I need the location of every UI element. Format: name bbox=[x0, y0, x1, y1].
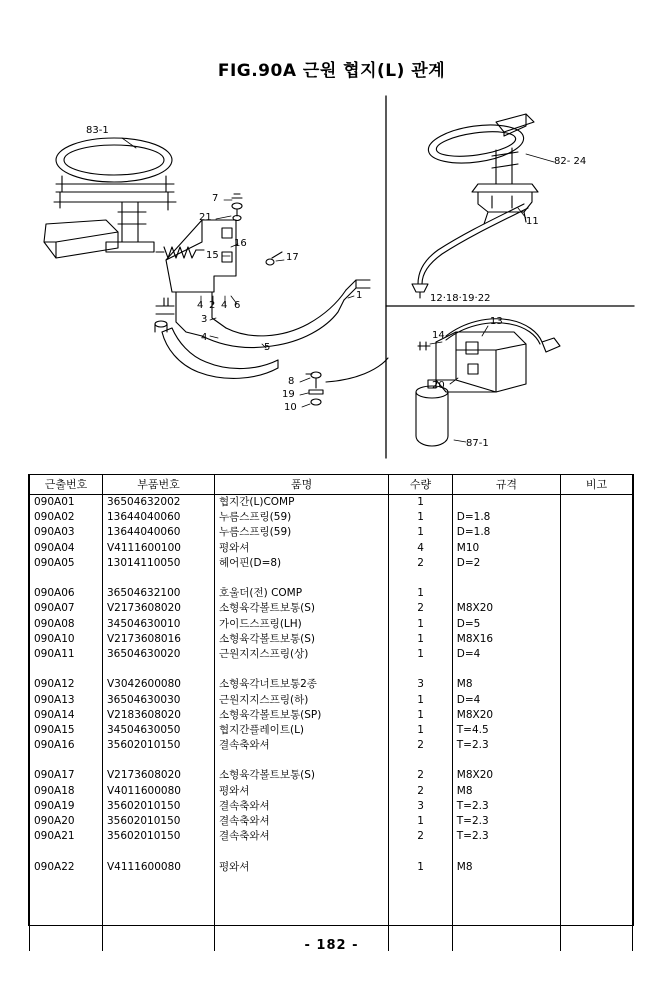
cell-part-name bbox=[214, 571, 388, 586]
cell-part-no: 35602010150 bbox=[102, 799, 214, 814]
fig-callout: 7 bbox=[212, 193, 219, 204]
cell-qty: 2 bbox=[389, 601, 452, 616]
fig-callout: 14 bbox=[432, 330, 445, 341]
cell-ref-no: 090A20 bbox=[30, 814, 103, 829]
cell-qty: 1 bbox=[389, 617, 452, 632]
cell-qty: 1 bbox=[389, 723, 452, 738]
cell-note bbox=[560, 814, 632, 829]
cell-spec: T=4.5 bbox=[452, 723, 560, 738]
table-empty-row bbox=[30, 905, 633, 920]
cell-part-name: 결속축와셔 bbox=[214, 829, 388, 844]
cell-part-name: 누름스프링(59) bbox=[214, 510, 388, 525]
cell-note bbox=[560, 677, 632, 692]
cell-ref-no: 090A19 bbox=[30, 799, 103, 814]
cell-empty bbox=[30, 920, 103, 935]
cell-part-no: 36504632100 bbox=[102, 586, 214, 601]
cell-part-name: 평와셔 bbox=[214, 784, 388, 799]
fig-callout: 8 bbox=[288, 376, 295, 387]
cell-ref-no: 090A10 bbox=[30, 632, 103, 647]
page-title: FIG.90A 근원 협지(L) 관계 bbox=[217, 61, 446, 81]
cell-qty: 1 bbox=[389, 525, 452, 540]
fig-callout: 3 bbox=[201, 314, 208, 325]
cell-part-name: 소형육각볼트보통(SP) bbox=[214, 708, 388, 723]
cell-empty bbox=[389, 875, 452, 890]
cell-spec: D=1.8 bbox=[452, 525, 560, 540]
fig-callout: 83-1 bbox=[86, 125, 109, 136]
fig-callout: 5 bbox=[264, 342, 271, 353]
cell-empty bbox=[452, 905, 560, 920]
parts-table-head bbox=[30, 475, 633, 495]
cell-spec bbox=[452, 586, 560, 601]
cell-note bbox=[560, 495, 632, 511]
parts-table bbox=[29, 475, 633, 951]
cell-part-no: V2183608020 bbox=[102, 708, 214, 723]
cell-part-no bbox=[102, 571, 214, 586]
cell-part-name: 결속축와셔 bbox=[214, 799, 388, 814]
cell-qty bbox=[389, 844, 452, 859]
table-row bbox=[30, 556, 633, 571]
cell-empty bbox=[102, 905, 214, 920]
cell-ref-no: 090A08 bbox=[30, 617, 103, 632]
cell-note bbox=[560, 799, 632, 814]
cell-qty: 4 bbox=[389, 541, 452, 556]
cell-part-name: 누름스프링(59) bbox=[214, 525, 388, 540]
cell-part-name: 가이드스프링(LH) bbox=[214, 617, 388, 632]
header-ref-no: 근출번호 bbox=[30, 475, 103, 495]
cell-ref-no bbox=[30, 753, 103, 768]
cell-spec bbox=[452, 662, 560, 677]
cell-note bbox=[560, 586, 632, 601]
cell-qty: 2 bbox=[389, 738, 452, 753]
cell-part-no: 35602010150 bbox=[102, 829, 214, 844]
cell-part-name bbox=[214, 662, 388, 677]
cell-empty bbox=[214, 890, 388, 905]
cell-part-no bbox=[102, 844, 214, 859]
cell-empty bbox=[30, 890, 103, 905]
cell-ref-no: 090A21 bbox=[30, 829, 103, 844]
cell-ref-no: 090A04 bbox=[30, 541, 103, 556]
parts-table-body bbox=[30, 495, 633, 951]
cell-spec: T=2.3 bbox=[452, 738, 560, 753]
cell-qty: 2 bbox=[389, 556, 452, 571]
parts-table-container bbox=[28, 474, 634, 926]
cell-spec: M8X20 bbox=[452, 768, 560, 783]
cell-part-name bbox=[214, 753, 388, 768]
fig-callout: 11 bbox=[526, 216, 539, 227]
table-row bbox=[30, 799, 633, 814]
cell-ref-no bbox=[30, 662, 103, 677]
cell-note bbox=[560, 829, 632, 844]
cell-qty: 1 bbox=[389, 692, 452, 707]
cell-ref-no: 090A15 bbox=[30, 723, 103, 738]
cell-empty bbox=[389, 920, 452, 935]
cell-part-no: 36504630020 bbox=[102, 647, 214, 662]
cell-part-no: V2173608016 bbox=[102, 632, 214, 647]
cell-part-no: V2173608020 bbox=[102, 768, 214, 783]
cell-part-no: V3042600080 bbox=[102, 677, 214, 692]
cell-part-no: 35602010150 bbox=[102, 814, 214, 829]
cell-qty: 2 bbox=[389, 829, 452, 844]
cell-qty: 1 bbox=[389, 632, 452, 647]
cell-ref-no bbox=[30, 844, 103, 859]
cell-spec: T=2.3 bbox=[452, 829, 560, 844]
cell-empty bbox=[30, 875, 103, 890]
cell-empty bbox=[452, 920, 560, 935]
cell-spec bbox=[452, 571, 560, 586]
table-spacer-row bbox=[30, 571, 633, 586]
cell-ref-no: 090A17 bbox=[30, 768, 103, 783]
cell-qty: 1 bbox=[389, 814, 452, 829]
cell-spec: M8 bbox=[452, 784, 560, 799]
header-part-name: 품명 bbox=[214, 475, 388, 495]
cell-part-no: 34504630010 bbox=[102, 617, 214, 632]
table-row bbox=[30, 586, 633, 601]
cell-ref-no bbox=[30, 571, 103, 586]
page-number: - 182 - bbox=[304, 938, 359, 953]
table-row bbox=[30, 829, 633, 844]
cell-note bbox=[560, 632, 632, 647]
cell-ref-no: 090A03 bbox=[30, 525, 103, 540]
cell-ref-no: 090A14 bbox=[30, 708, 103, 723]
fig-callout: 82- 24 bbox=[554, 156, 587, 167]
cell-part-no: 13644040060 bbox=[102, 525, 214, 540]
cell-part-no bbox=[102, 753, 214, 768]
cell-note bbox=[560, 662, 632, 677]
cell-note bbox=[560, 510, 632, 525]
cell-part-name: 근원지지스프링(상) bbox=[214, 647, 388, 662]
cell-part-no: 13014110050 bbox=[102, 556, 214, 571]
cell-qty: 1 bbox=[389, 586, 452, 601]
cell-part-no: V2173608020 bbox=[102, 601, 214, 616]
header-part-no: 부품번호 bbox=[102, 475, 214, 495]
cell-spec: M8 bbox=[452, 677, 560, 692]
table-row bbox=[30, 708, 633, 723]
cell-qty: 3 bbox=[389, 799, 452, 814]
cell-part-no: V4111600080 bbox=[102, 860, 214, 875]
cell-qty bbox=[389, 571, 452, 586]
fig-callout: 13 bbox=[490, 316, 503, 327]
cell-note bbox=[560, 860, 632, 875]
cell-part-name: 소형육각볼트보통(S) bbox=[214, 601, 388, 616]
header-note: 비고 bbox=[560, 475, 632, 495]
header-qty: 수량 bbox=[389, 475, 452, 495]
fig-callout: 17 bbox=[286, 252, 299, 263]
fig-callout: 2 bbox=[209, 300, 216, 311]
cell-spec: M10 bbox=[452, 541, 560, 556]
cell-qty: 1 bbox=[389, 860, 452, 875]
table-spacer-row bbox=[30, 753, 633, 768]
cell-empty bbox=[560, 875, 632, 890]
fig-callout: 10 bbox=[284, 402, 297, 413]
table-row bbox=[30, 525, 633, 540]
cell-spec: M8X20 bbox=[452, 708, 560, 723]
cell-note bbox=[560, 617, 632, 632]
cell-part-no: 36504632002 bbox=[102, 495, 214, 511]
cell-qty: 2 bbox=[389, 768, 452, 783]
cell-empty bbox=[560, 905, 632, 920]
table-row bbox=[30, 647, 633, 662]
cell-part-name: 근원지지스프링(하) bbox=[214, 692, 388, 707]
cell-qty: 3 bbox=[389, 677, 452, 692]
fig-callout: 19 bbox=[282, 389, 295, 400]
fig-callout: 87-1 bbox=[466, 438, 489, 449]
cell-empty bbox=[214, 905, 388, 920]
cell-part-no bbox=[102, 662, 214, 677]
cell-empty bbox=[452, 890, 560, 905]
table-spacer-row bbox=[30, 844, 633, 859]
cell-part-name: 헤어핀(D=8) bbox=[214, 556, 388, 571]
cell-ref-no: 090A11 bbox=[30, 647, 103, 662]
cell-spec: M8 bbox=[452, 860, 560, 875]
table-row bbox=[30, 677, 633, 692]
cell-qty bbox=[389, 753, 452, 768]
cell-note bbox=[560, 556, 632, 571]
cell-part-name: 평와셔 bbox=[214, 860, 388, 875]
table-row bbox=[30, 784, 633, 799]
fig-callout: 4 bbox=[201, 332, 208, 343]
cell-note bbox=[560, 844, 632, 859]
cell-part-name: 협지간(L)COMP bbox=[214, 495, 388, 511]
table-row bbox=[30, 601, 633, 616]
cell-ref-no: 090A18 bbox=[30, 784, 103, 799]
cell-ref-no: 090A07 bbox=[30, 601, 103, 616]
cell-ref-no: 090A16 bbox=[30, 738, 103, 753]
cell-qty: 1 bbox=[389, 708, 452, 723]
cell-part-name: 협지간플레이트(L) bbox=[214, 723, 388, 738]
table-row bbox=[30, 495, 633, 511]
cell-part-name: 결속축와셔 bbox=[214, 814, 388, 829]
cell-qty: 1 bbox=[389, 647, 452, 662]
cell-spec: T=2.3 bbox=[452, 814, 560, 829]
fig-callout: 4 bbox=[221, 300, 228, 311]
cell-spec: D=4 bbox=[452, 647, 560, 662]
table-empty-row bbox=[30, 920, 633, 935]
fig-callout: 12·18·19·22 bbox=[430, 293, 491, 304]
table-row bbox=[30, 723, 633, 738]
cell-ref-no: 090A12 bbox=[30, 677, 103, 692]
cell-part-name: 호울더(전) COMP bbox=[214, 586, 388, 601]
cell-note bbox=[560, 753, 632, 768]
fig-callout: 15 bbox=[206, 250, 219, 261]
table-row bbox=[30, 860, 633, 875]
table-empty-row bbox=[30, 875, 633, 890]
cell-empty bbox=[102, 890, 214, 905]
fig-callout: 4 bbox=[197, 300, 204, 311]
cell-empty bbox=[560, 890, 632, 905]
table-row bbox=[30, 692, 633, 707]
cell-qty bbox=[389, 662, 452, 677]
cell-ref-no: 090A01 bbox=[30, 495, 103, 511]
figure-diagram bbox=[26, 92, 638, 462]
cell-part-name: 평와셔 bbox=[214, 541, 388, 556]
cell-ref-no: 090A02 bbox=[30, 510, 103, 525]
cell-empty bbox=[389, 890, 452, 905]
cell-note bbox=[560, 647, 632, 662]
cell-spec: D=4 bbox=[452, 692, 560, 707]
cell-ref-no: 090A22 bbox=[30, 860, 103, 875]
cell-empty bbox=[102, 875, 214, 890]
cell-spec bbox=[452, 844, 560, 859]
cell-part-name: 소형육각볼트보통(S) bbox=[214, 632, 388, 647]
cell-note bbox=[560, 525, 632, 540]
cell-ref-no: 090A06 bbox=[30, 586, 103, 601]
cell-note bbox=[560, 784, 632, 799]
header-spec: 규격 bbox=[452, 475, 560, 495]
cell-spec: D=5 bbox=[452, 617, 560, 632]
table-row bbox=[30, 632, 633, 647]
cell-note bbox=[560, 723, 632, 738]
fig-callout: 16 bbox=[234, 238, 247, 249]
cell-qty: 1 bbox=[389, 510, 452, 525]
cell-part-no: 36504630030 bbox=[102, 692, 214, 707]
cell-ref-no: 090A13 bbox=[30, 692, 103, 707]
cell-spec: M8X16 bbox=[452, 632, 560, 647]
fig-callout: 21 bbox=[199, 212, 212, 223]
cell-empty bbox=[214, 920, 388, 935]
cell-part-no: 35602010150 bbox=[102, 738, 214, 753]
fig-callout: 20 bbox=[432, 380, 445, 391]
table-row bbox=[30, 738, 633, 753]
table-row bbox=[30, 814, 633, 829]
cell-spec bbox=[452, 753, 560, 768]
fig-callout: 1 bbox=[356, 290, 363, 301]
cell-part-name: 결속축와셔 bbox=[214, 738, 388, 753]
cell-note bbox=[560, 708, 632, 723]
fig-callout: 6 bbox=[234, 300, 241, 311]
cell-part-name: 소형육각너트보통2종 bbox=[214, 677, 388, 692]
table-header-row bbox=[30, 475, 633, 495]
table-row bbox=[30, 541, 633, 556]
table-empty-row bbox=[30, 890, 633, 905]
table-spacer-row bbox=[30, 662, 633, 677]
cell-empty bbox=[452, 875, 560, 890]
cell-part-no: 34504630050 bbox=[102, 723, 214, 738]
cell-qty: 2 bbox=[389, 784, 452, 799]
cell-part-name bbox=[214, 844, 388, 859]
cell-note bbox=[560, 571, 632, 586]
cell-spec: D=2 bbox=[452, 556, 560, 571]
cell-note bbox=[560, 692, 632, 707]
table-row bbox=[30, 510, 633, 525]
cell-note bbox=[560, 541, 632, 556]
cell-part-name: 소형육각볼트보통(S) bbox=[214, 768, 388, 783]
cell-note bbox=[560, 768, 632, 783]
table-row bbox=[30, 617, 633, 632]
cell-part-no: V4011600080 bbox=[102, 784, 214, 799]
figure-svg bbox=[26, 92, 638, 462]
table-row bbox=[30, 768, 633, 783]
cell-empty bbox=[102, 920, 214, 935]
cell-ref-no: 090A05 bbox=[30, 556, 103, 571]
cell-spec: M8X20 bbox=[452, 601, 560, 616]
cell-spec: D=1.8 bbox=[452, 510, 560, 525]
cell-qty: 1 bbox=[389, 495, 452, 511]
cell-spec bbox=[452, 495, 560, 511]
cell-note bbox=[560, 738, 632, 753]
cell-empty bbox=[560, 920, 632, 935]
cell-empty bbox=[214, 875, 388, 890]
cell-empty bbox=[389, 905, 452, 920]
cell-empty bbox=[30, 905, 103, 920]
cell-spec: T=2.3 bbox=[452, 799, 560, 814]
cell-note bbox=[560, 601, 632, 616]
cell-part-no: V4111600100 bbox=[102, 541, 214, 556]
cell-part-no: 13644040060 bbox=[102, 510, 214, 525]
